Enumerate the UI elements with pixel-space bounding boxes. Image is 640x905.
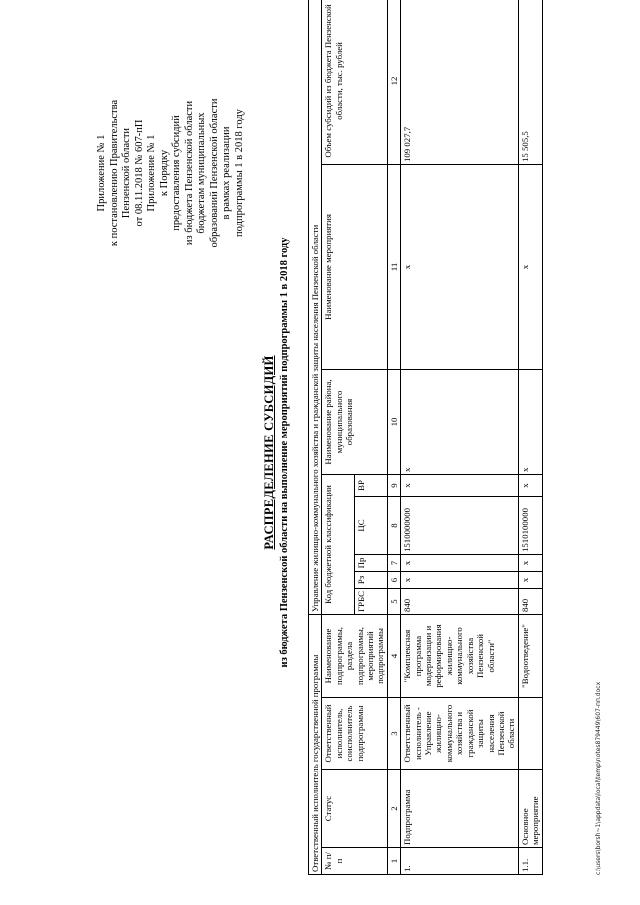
header-rz: Рз — [355, 571, 388, 588]
appendix-line: Приложение № 1 — [96, 134, 107, 212]
appendix-line: подпрограммы 1 в 2018 году — [233, 109, 245, 237]
cell-rz: х — [518, 571, 542, 588]
header-code-group: Код бюджетной классификации — [322, 474, 355, 614]
cell-pr: х — [401, 554, 518, 571]
column-number: 11 — [387, 164, 400, 369]
appendix-line: Приложение № 1 — [146, 134, 157, 212]
header-executor: Ответственный исполнитель, соисполнитель подпрограммы — [322, 698, 387, 770]
header-status: Статус — [322, 770, 387, 848]
column-number: 3 — [387, 698, 400, 770]
column-number: 9 — [387, 474, 400, 496]
cell-cs: 1510000000 — [401, 496, 518, 554]
cell-rz: х — [401, 571, 518, 588]
header-grbs: ГРБС — [355, 588, 388, 614]
cell-status: Подпрограмма — [401, 770, 518, 848]
column-number: 6 — [387, 571, 400, 588]
subsidy-table — [308, 0, 543, 875]
appendix-line: к Порядку — [158, 149, 170, 197]
appendix-line: Пензенской области — [121, 127, 132, 219]
header-no: № п/п — [322, 848, 387, 875]
cell-district: х — [518, 369, 542, 474]
document-subtitle: из бюджета Пензенской области на выполнение мероприятий подпрограммы 1 в 2018 году — [279, 237, 290, 668]
column-number: 2 — [387, 770, 400, 848]
header-group-right: Управление жилищно-коммунального хозяйства и гражданской защиты населения Пензенской области — [309, 0, 322, 614]
column-number: 12 — [387, 0, 400, 164]
cell-name: "Водоотведение" — [518, 614, 542, 697]
cell-status: Основное мероприятие — [518, 770, 542, 848]
column-number: 7 — [387, 554, 400, 571]
appendix-line: из бюджета Пензенской области — [183, 100, 195, 246]
cell-measure: х — [518, 164, 542, 369]
table-row — [401, 0, 518, 875]
appendix-line: бюджетам муниципальных — [196, 112, 207, 234]
cell-grbs: 840 — [401, 588, 518, 614]
cell-district: х — [401, 369, 518, 474]
document-title: РАСПРЕДЕЛЕНИЕ СУБСИДИЙ — [262, 355, 276, 550]
file-path-footer: c:\users\borsh~1\appdata\local\temp\notes879449\607-пп.docx — [595, 681, 602, 875]
header-volume: Объем субсидий из бюджета Пензенской области, тыс. рублей — [322, 0, 387, 164]
column-number: 10 — [387, 369, 400, 474]
cell-pr: х — [518, 554, 542, 571]
cell-measure: х — [401, 164, 518, 369]
appendix-line: в рамках реализации — [221, 126, 232, 220]
header-pr: Пр — [355, 554, 388, 571]
header-group-left: Ответственный исполнитель государственной программы — [309, 614, 322, 874]
cell-volume: 109 027,7 — [401, 0, 518, 164]
appendix-line: образований Пензенской области — [208, 98, 220, 248]
header-district: Наименование района, муниципального образования — [322, 369, 387, 474]
header-name: Наименование подпрограммы, раздела подпрограммы, мероприятий подпрограммы — [322, 614, 387, 697]
table-row — [518, 0, 542, 875]
header-cs: ЦС — [355, 496, 388, 554]
cell-vr: х — [518, 474, 542, 496]
header-vr: ВР — [355, 474, 388, 496]
cell-name: "Комплексная программа модернизации и реформирования жилищно-коммунального хозяйства Пензенской области" — [401, 614, 518, 697]
header-measure: Наименование мероприятия — [322, 164, 387, 369]
cell-no: 1. — [401, 848, 518, 875]
cell-cs: 1510100000 — [518, 496, 542, 554]
cell-volume: 15 505,5 — [518, 0, 542, 164]
cell-grbs: 840 — [518, 588, 542, 614]
cell-executor — [518, 698, 542, 770]
appendix-line: к постановлению Правительства — [108, 99, 120, 247]
appendix-line: предоставления субсидий — [171, 115, 182, 231]
column-number: 5 — [387, 588, 400, 614]
column-number: 8 — [387, 496, 400, 554]
appendix-block — [96, 53, 246, 293]
cell-no: 1.1. — [518, 848, 542, 875]
column-number: 4 — [387, 614, 400, 697]
column-number: 1 — [387, 848, 400, 875]
appendix-line: от 08.11.2018 № 607-пП — [133, 119, 145, 227]
cell-vr: х — [401, 474, 518, 496]
cell-executor: Ответственный исполнитель - Управление жилищно-коммунального хозяйства и гражданской защиты населения Пензенской области — [401, 698, 518, 770]
